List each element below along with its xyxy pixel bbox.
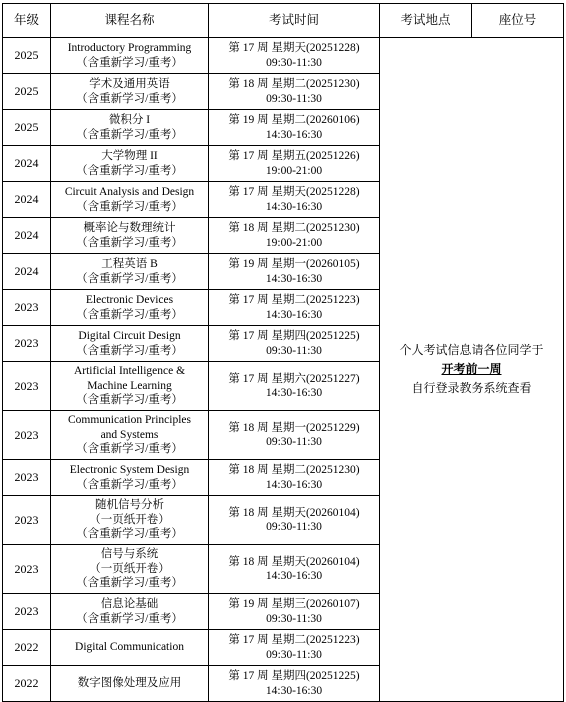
location-seat-notice bbox=[380, 38, 564, 702]
cell-year: 2024 bbox=[3, 182, 51, 218]
header-row bbox=[3, 4, 564, 38]
course-name-line: （含重新学习/重考） bbox=[76, 528, 183, 541]
cell-year: 2024 bbox=[3, 146, 51, 182]
course-name-line: 大学物理 II bbox=[101, 150, 158, 162]
cell-year: 2025 bbox=[3, 38, 51, 74]
table-row bbox=[3, 38, 564, 74]
exam-date-line: 第 18 周 星期二(20251230) bbox=[228, 78, 360, 90]
cell-year: 2023 bbox=[3, 460, 51, 496]
exam-date-line: 第 17 周 星期四(20251225) bbox=[228, 330, 360, 342]
cell-exam-time bbox=[209, 290, 380, 326]
course-name-line: Artificial Intelligence & bbox=[73, 365, 186, 378]
course-name-line: 概率论与数理统计 bbox=[83, 222, 176, 234]
course-name-line: （含重新学习/重考） bbox=[76, 92, 183, 105]
exam-date-line: 第 17 周 星期六(20251227) bbox=[228, 372, 360, 385]
course-name-line: （含重新学习/重考） bbox=[76, 272, 183, 285]
course-name-line: Communication Principles bbox=[68, 414, 191, 427]
cell-course bbox=[51, 38, 209, 74]
cell-year: 2025 bbox=[3, 74, 51, 110]
course-name-line: 信号与系统 bbox=[100, 548, 159, 561]
cell-course bbox=[51, 218, 209, 254]
exam-hours-line: 19:00-21:00 bbox=[265, 236, 323, 249]
course-name-line: Machine Learning bbox=[87, 379, 172, 392]
cell-year: 2023 bbox=[3, 326, 51, 362]
exam-hours-line: 14:30-16:30 bbox=[265, 570, 323, 582]
cell-year: 2023 bbox=[3, 411, 51, 460]
cell-course bbox=[51, 254, 209, 290]
cell-exam-time bbox=[209, 74, 380, 110]
exam-hours-line: 14:30-16:30 bbox=[265, 684, 323, 697]
course-name-line: （含重新学习/重考） bbox=[76, 443, 183, 456]
cell-course bbox=[51, 110, 209, 146]
course-name-line: （含重新学习/重考） bbox=[76, 478, 183, 491]
course-name-line: （含重新学习/重考） bbox=[76, 344, 183, 357]
header-course: 课程名称 bbox=[51, 4, 209, 38]
cell-course bbox=[51, 182, 209, 218]
exam-date-line: 第 17 周 星期二(20251223) bbox=[228, 634, 360, 646]
exam-hours-line: 09:30-11:30 bbox=[266, 92, 322, 105]
exam-hours-line: 09:30-11:30 bbox=[266, 648, 322, 661]
cell-course bbox=[51, 74, 209, 110]
cell-exam-time bbox=[209, 38, 380, 74]
cell-course bbox=[51, 545, 209, 594]
exam-date-line: 第 19 周 星期一(20260105) bbox=[228, 258, 360, 270]
cell-exam-time bbox=[209, 545, 380, 594]
course-name-line: Circuit Analysis and Design bbox=[64, 186, 195, 198]
notice-emphasis: 开考前一周 bbox=[441, 362, 502, 376]
cell-exam-time bbox=[209, 254, 380, 290]
course-name-line: and Systems bbox=[100, 428, 159, 441]
course-name-line: （含重新学习/重考） bbox=[76, 56, 183, 69]
cell-exam-time bbox=[209, 362, 380, 411]
exam-date-line: 第 17 周 星期二(20251223) bbox=[228, 294, 360, 306]
cell-exam-time bbox=[209, 146, 380, 182]
course-name-line: （一页纸开卷） bbox=[89, 513, 170, 526]
cell-year: 2024 bbox=[3, 254, 51, 290]
exam-date-line: 第 18 周 星期二(20251230) bbox=[228, 222, 360, 234]
exam-hours-line: 14:30-16:30 bbox=[265, 272, 323, 285]
course-name-line: 微积分 I bbox=[108, 114, 151, 126]
cell-exam-time bbox=[209, 110, 380, 146]
course-name-line: （含重新学习/重考） bbox=[76, 236, 183, 249]
course-name-line: 学术及通用英语 bbox=[89, 78, 170, 90]
cell-exam-time bbox=[209, 496, 380, 545]
exam-hours-line: 14:30-16:30 bbox=[265, 387, 323, 399]
course-name-line: Digital Circuit Design bbox=[78, 330, 181, 342]
exam-date-line: 第 17 周 星期五(20251226) bbox=[228, 150, 360, 162]
cell-exam-time bbox=[209, 218, 380, 254]
exam-date-line: 第 18 周 星期二(20251230) bbox=[228, 464, 360, 476]
header-time: 考试时间 bbox=[209, 4, 380, 38]
cell-exam-time bbox=[209, 594, 380, 630]
cell-course bbox=[51, 666, 209, 702]
course-name-line: （含重新学习/重考） bbox=[76, 308, 183, 321]
course-name-line: 数字图像处理及应用 bbox=[77, 677, 182, 690]
cell-course bbox=[51, 496, 209, 545]
header-location: 考试地点 bbox=[380, 4, 472, 38]
exam-date-line: 第 18 周 星期一(20251229) bbox=[228, 421, 360, 434]
cell-year: 2023 bbox=[3, 496, 51, 545]
cell-exam-time bbox=[209, 460, 380, 496]
exam-hours-line: 09:30-11:30 bbox=[266, 521, 322, 533]
schedule-body bbox=[3, 38, 564, 702]
exam-hours-line: 14:30-16:30 bbox=[265, 478, 323, 491]
cell-course bbox=[51, 460, 209, 496]
cell-course bbox=[51, 411, 209, 460]
course-name-line: Electronic System Design bbox=[69, 464, 190, 476]
exam-date-line: 第 17 周 星期天(20251228) bbox=[228, 42, 360, 54]
exam-hours-line: 09:30-11:30 bbox=[266, 436, 322, 448]
exam-hours-line: 14:30-16:30 bbox=[265, 308, 323, 321]
course-name-line: （一页纸开卷） bbox=[89, 562, 170, 575]
exam-date-line: 第 19 周 星期三(20260107) bbox=[228, 598, 360, 610]
course-name-line: （含重新学习/重考） bbox=[76, 612, 183, 625]
exam-hours-line: 09:30-11:30 bbox=[266, 344, 322, 357]
cell-exam-time bbox=[209, 666, 380, 702]
course-name-line: Electronic Devices bbox=[85, 294, 174, 306]
cell-course bbox=[51, 362, 209, 411]
cell-exam-time bbox=[209, 326, 380, 362]
exam-date-line: 第 18 周 星期天(20260104) bbox=[228, 506, 360, 519]
course-name-line: （含重新学习/重考） bbox=[76, 128, 183, 141]
cell-course bbox=[51, 326, 209, 362]
exam-hours-line: 14:30-16:30 bbox=[265, 200, 323, 213]
cell-year: 2024 bbox=[3, 218, 51, 254]
course-name-line: Introductory Programming bbox=[67, 42, 192, 54]
course-name-line: 工程英语 B bbox=[101, 258, 158, 270]
cell-course bbox=[51, 630, 209, 666]
cell-exam-time bbox=[209, 411, 380, 460]
header-year: 年级 bbox=[3, 4, 51, 38]
exam-hours-line: 09:30-11:30 bbox=[266, 612, 322, 625]
exam-date-line: 第 17 周 星期四(20251225) bbox=[228, 670, 360, 682]
course-name-line: （含重新学习/重考） bbox=[76, 394, 183, 407]
cell-year: 2025 bbox=[3, 110, 51, 146]
cell-course bbox=[51, 594, 209, 630]
course-name-line: Digital Communication bbox=[75, 641, 184, 654]
cell-year: 2023 bbox=[3, 594, 51, 630]
exam-hours-line: 09:30-11:30 bbox=[266, 56, 322, 69]
cell-year: 2023 bbox=[3, 290, 51, 326]
exam-date-line: 第 19 周 星期二(20260106) bbox=[228, 114, 360, 126]
course-name-line: 随机信号分析 bbox=[95, 499, 164, 512]
exam-date-line: 第 17 周 星期天(20251228) bbox=[228, 186, 360, 198]
cell-year: 2022 bbox=[3, 666, 51, 702]
exam-hours-line: 19:00-21:00 bbox=[265, 164, 323, 177]
exam-hours-line: 14:30-16:30 bbox=[265, 128, 323, 141]
course-name-line: （含重新学习/重考） bbox=[76, 164, 183, 177]
cell-course bbox=[51, 146, 209, 182]
course-name-line: 信息论基础 bbox=[100, 598, 159, 610]
exam-date-line: 第 18 周 星期天(20260104) bbox=[228, 555, 360, 568]
notice-line-1: 个人考试信息请各位同学于 bbox=[399, 343, 544, 357]
cell-course bbox=[51, 290, 209, 326]
notice-line-3: 自行登录教务系统查看 bbox=[411, 381, 532, 395]
cell-year: 2023 bbox=[3, 362, 51, 411]
cell-year: 2023 bbox=[3, 545, 51, 594]
cell-exam-time bbox=[209, 630, 380, 666]
cell-exam-time bbox=[209, 182, 380, 218]
course-name-line: （含重新学习/重考） bbox=[76, 200, 183, 213]
exam-schedule-table bbox=[2, 3, 564, 702]
course-name-line: （含重新学习/重考） bbox=[76, 577, 183, 590]
header-seat: 座位号 bbox=[472, 4, 564, 38]
cell-year: 2022 bbox=[3, 630, 51, 666]
